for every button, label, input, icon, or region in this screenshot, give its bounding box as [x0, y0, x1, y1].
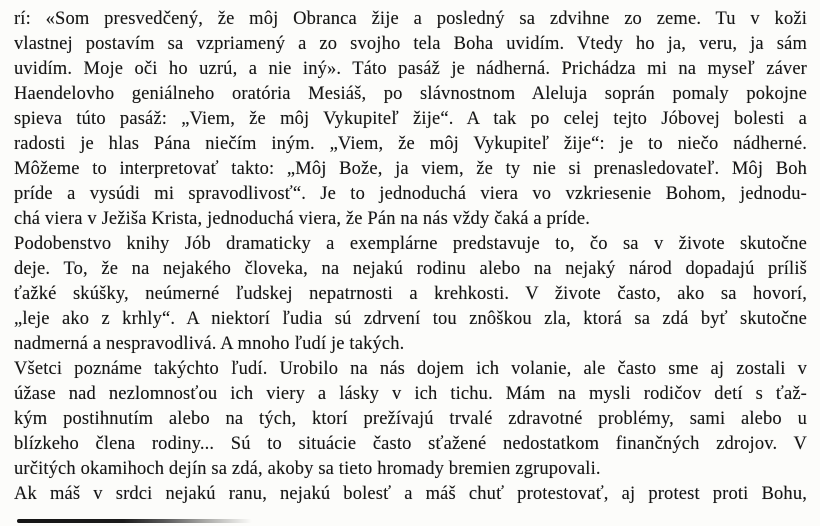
text-line: kým postihnutím alebo na tých, ktorí prežívajú trvalé zdravotné problémy, sami alebo u [14, 409, 807, 429]
footnote-rule [17, 519, 252, 523]
text-line: uvidím. Moje oči ho uzrú, a nie iný». Táto pasáž je nádherná. Prichádza mi na myseľ záver [14, 59, 807, 79]
text-line: Môžeme to interpretovať takto: „Môj Bože, ja viem, že ty nie si prenasledovateľ. Môj Boh [14, 159, 807, 179]
body-text [14, 7, 807, 507]
text-line: spieva túto pasáž: „Viem, že môj Vykupiteľ žije“. A tak po celej tejto Jóbovej bolesti a [14, 109, 807, 129]
paragraph [14, 232, 807, 357]
paragraph [14, 7, 807, 232]
text-line: nadmerná a nespravodlivá. A mnoho ľudí je takých. [14, 334, 405, 354]
text-line: určitých okamihoch dejín sa zdá, akoby sa tieto hromady bremien zgrupovali. [14, 459, 601, 479]
text-line: „leje ako z krhly“. A niektorí ľudia sú zdrvení tou znôškou zla, ktorá sa zdá byť skutočne [14, 309, 807, 329]
paragraph [14, 357, 807, 482]
text-line: chá viera v Ježiša Krista, jednoduchá viera, že Pán na nás vždy čaká a príde. [14, 209, 591, 229]
text-line: Podobenstvo knihy Jób dramaticky a exemplárne predstavuje to, čo sa v živote skutočne [14, 234, 807, 254]
text-line: úžase nad nezlomnosťou ich viery a lásky v ich tichu. Mám na mysli rodičov detí s ťaž- [14, 384, 807, 404]
text-line: Všetci poznáme takýchto ľudí. Urobilo na nás dojem ich volanie, ale často sme aj zostali v [14, 359, 807, 379]
text-line: radosti je hlas Pána niečím iným. „Viem, že môj Vykupiteľ žije“: je to niečo nádherné. [14, 134, 807, 154]
text-line: Haendelovho geniálneho oratória Mesiáš, po slávnostnom Aleluja soprán pomaly pokojne [14, 84, 807, 104]
text-line: vlastnej postavím sa vzpriamený a zo svojho tela Boha uvidím. Vtedy ho ja, veru, ja sám [14, 34, 807, 54]
text-line: blízkeho člena rodiny... Sú to situácie často sťažené nedostatkom finančných zdrojov. V [14, 434, 807, 454]
text-line: deje. To, že na nejakého človeka, na nejakú rodinu alebo na nejaký národ dopadajú príliš [14, 259, 807, 279]
paragraph [14, 482, 807, 507]
text-line: rí: «Som presvedčený, že môj Obranca žije a posledný sa zdvihne zo zeme. Tu v koži [14, 9, 807, 29]
text-line: ťažké skúšky, neúmerné ľudskej nepatrnosti a krehkosti. V živote často, ako sa hovorí, [14, 284, 807, 304]
text-line: Ak máš v srdci nejakú ranu, nejakú bolesť a máš chuť protestovať, aj protest proti Bohu, [14, 484, 807, 504]
text-line: príde a vysúdi mi spravodlivosť“. Je to jednoduchá viera vo vzkriesenie Bohom, jednodu- [14, 184, 807, 204]
